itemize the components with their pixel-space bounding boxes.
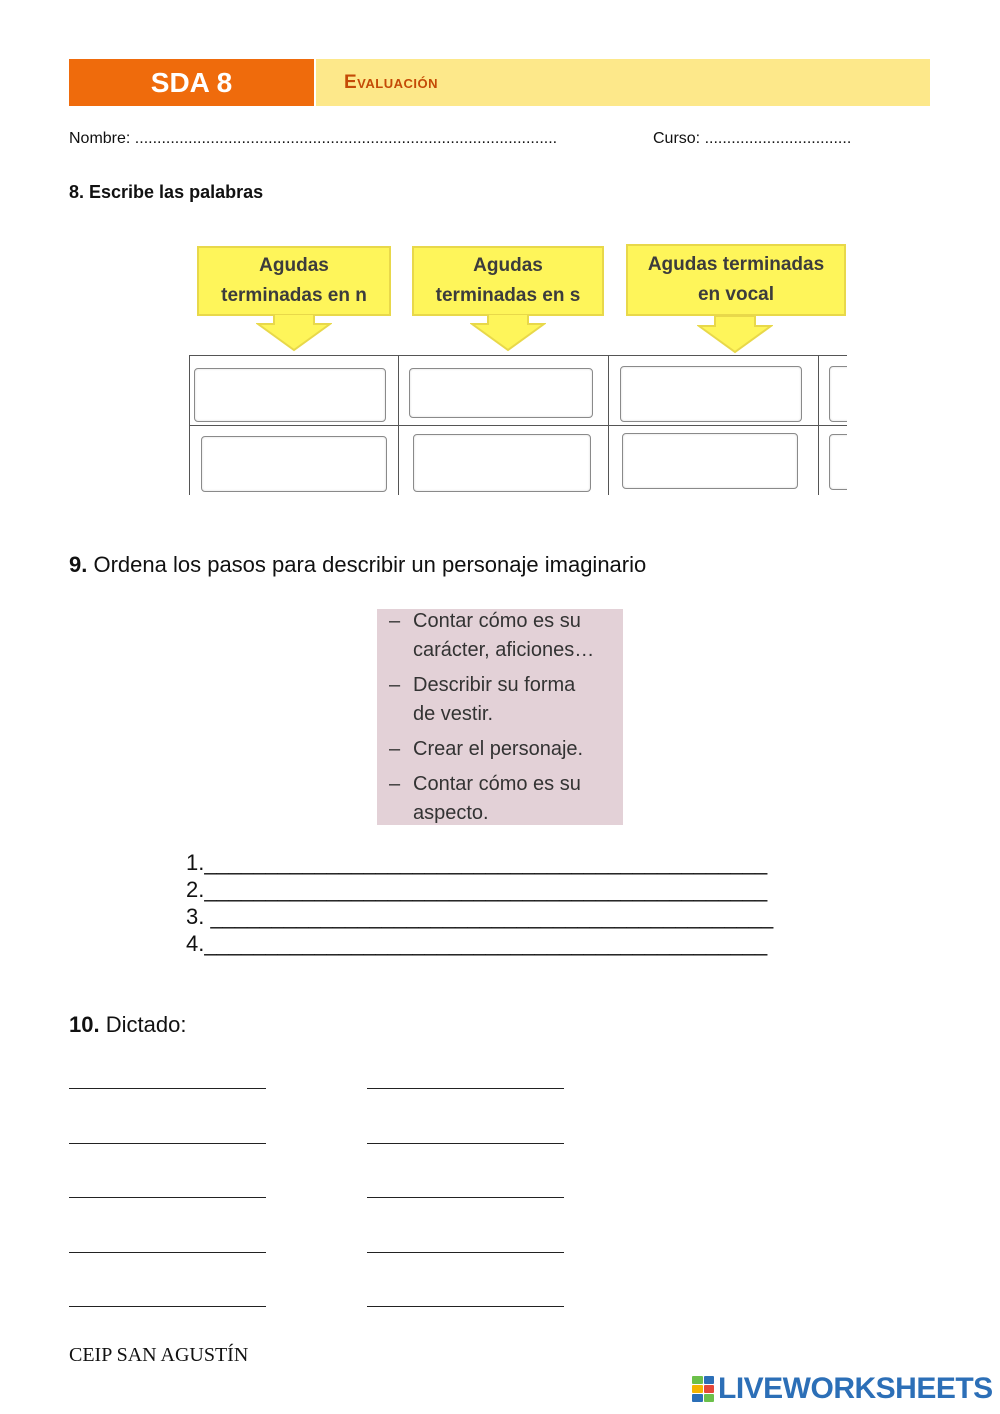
category-label: Agudas terminadas en s (435, 255, 581, 306)
order-answer-line[interactable]: 1.______________________________________________ (186, 850, 768, 875)
step-text: Contar cómo es su aspecto. (413, 773, 581, 824)
step-text: Contar cómo es su carácter, aficiones… (413, 610, 595, 661)
dictation-line[interactable] (367, 1306, 564, 1307)
dictation-line[interactable] (367, 1197, 564, 1198)
dictation-line[interactable] (367, 1252, 564, 1253)
dictation-line[interactable] (367, 1143, 564, 1144)
question-10-title (69, 1012, 186, 1038)
unit-title: SDA 8 (69, 59, 314, 106)
grid-cell (190, 356, 399, 426)
question-text: Ordena los pasos para describir un personaje imaginario (93, 552, 647, 577)
liveworksheets-logo[interactable] (692, 1372, 993, 1406)
answer-grid (189, 355, 847, 495)
arrow-down-icon (697, 316, 773, 354)
step-text: Describir su forma de vestir. (413, 674, 576, 725)
dictation-line[interactable] (69, 1088, 266, 1089)
question-9-title (69, 552, 646, 578)
dictation-line[interactable] (69, 1306, 266, 1307)
category-agudas-n (197, 246, 391, 316)
grid-cell (609, 356, 819, 426)
name-field[interactable]: Nombre: ............................................................................................... (69, 130, 558, 147)
question-8-title: 8. Escribe las palabras (69, 182, 264, 202)
answer-slot[interactable] (620, 366, 802, 422)
dash-icon: – (389, 610, 401, 632)
grid-cell (399, 426, 609, 496)
category-label: Agudas terminadas en n (221, 255, 367, 306)
answer-slot[interactable] (829, 366, 847, 422)
grid-cell (819, 356, 847, 426)
dictation-line[interactable] (69, 1197, 266, 1198)
arrow-down-icon (256, 314, 332, 352)
order-answer-line[interactable]: 3. ______________________________________________ (186, 904, 774, 929)
brand-text: LIVEWORKSHEETS (718, 1372, 993, 1405)
step-item (389, 770, 623, 828)
dash-icon: – (389, 773, 401, 795)
question-text: Dictado: (105, 1012, 187, 1037)
answer-slot[interactable] (194, 368, 386, 422)
dictation-line[interactable] (69, 1252, 266, 1253)
school-name: CEIP SAN AGUSTÍN (69, 1344, 249, 1366)
dictation-line[interactable] (69, 1143, 266, 1144)
step-item (389, 671, 623, 729)
question-number: 9. (69, 552, 88, 577)
dictation-line[interactable] (367, 1088, 564, 1089)
category-label: Agudas terminadas en vocal (647, 254, 825, 305)
step-text: Crear el personaje. (413, 738, 584, 760)
step-item (389, 735, 623, 764)
grid-cell (399, 356, 609, 426)
order-answer-line[interactable]: 4.______________________________________________ (186, 931, 768, 956)
logo-icon (692, 1376, 714, 1402)
answer-slot[interactable] (622, 433, 798, 489)
category-agudas-s (412, 246, 604, 316)
arrow-down-icon (470, 314, 546, 352)
step-item (389, 607, 623, 665)
grid-cell (190, 426, 399, 496)
grid-cell (609, 426, 819, 496)
category-agudas-vocal (626, 244, 846, 316)
order-answer-line[interactable]: 2.______________________________________________ (186, 877, 768, 902)
section-title: Evaluación (316, 59, 930, 106)
dash-icon: – (389, 738, 401, 760)
question-number: 10. (69, 1012, 100, 1037)
grid-cell (819, 426, 847, 496)
answer-slot[interactable] (409, 368, 593, 418)
course-field[interactable]: Curso: ................................. (653, 130, 852, 147)
answer-slot[interactable] (829, 434, 847, 490)
answer-slot[interactable] (201, 436, 387, 492)
answer-slot[interactable] (413, 434, 591, 492)
steps-box (377, 609, 623, 825)
dash-icon: – (389, 674, 401, 696)
